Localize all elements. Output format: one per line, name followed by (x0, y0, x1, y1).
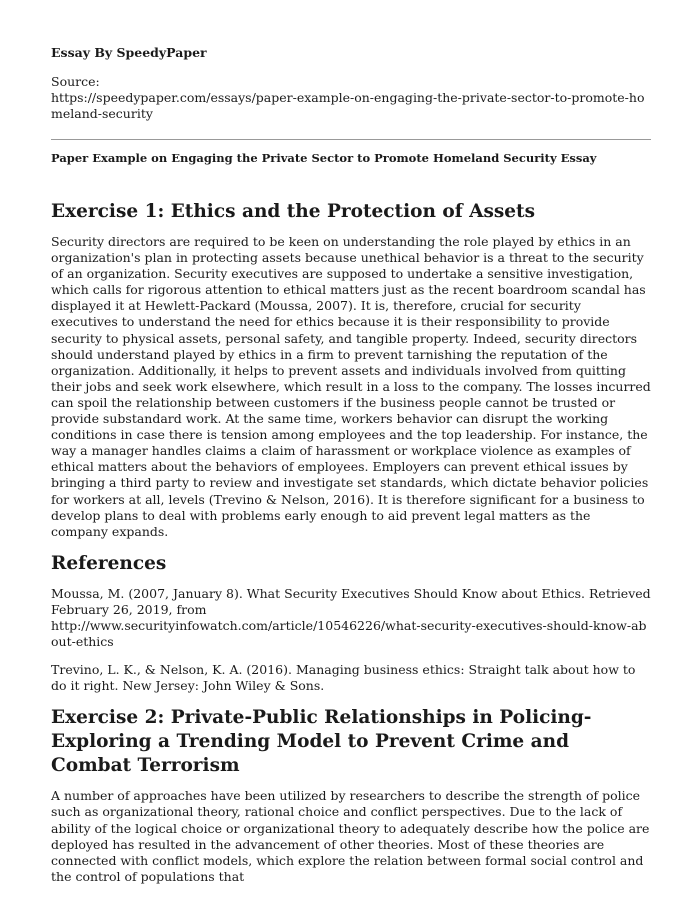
exercise-1-body: Security directors are required to be keen on understanding the role played by ethics in an organization's plan in protecting assets because unethical behavior is a threat to the security of an organization. Security executives are supposed to undertake a sensitive investigation, which calls for rigorous attention to ethical matters just as the recent boardroom scandal has displayed it at Hewlett-Packard (Moussa, 2007). It is, therefore, crucial for security executives to understand the need for ethics because it is their responsibility to provide security to physical assets, personal safety, and tangible property. Indeed, security directors should understand played by ethics in a firm to prevent tarnishing the reputation of the organization. Additionally, it helps to prevent assets and individuals involved from quitting their jobs and seek work elsewhere, which result in a loss to the company. The losses incurred can spoil the relationship between customers if the business people cannot be trusted or provide substandard work. At the same time, workers behavior can disrupt the working conditions in case there is tension among employees and the top leadership. For instance, the way a manager handles claims a claim of harassment or workplace violence as examples of ethical matters about the behaviors of employees. Employers can prevent ethical issues by bringing a third party to review and investigate set standards, which dictate behavior policies for workers at all, levels (Trevino & Nelson, 2016). It is therefore significant for a business to develop plans to deal with problems early enough to aid prevent legal matters as the company expands. (51, 234, 651, 539)
header-divider (51, 139, 651, 140)
essay-content (51, 200, 651, 897)
reference-item (51, 662, 651, 694)
source-block (51, 74, 651, 122)
document-title: Paper Example on Engaging the Private Sector to Promote Homeland Security Essay (51, 151, 597, 165)
reference-text: Moussa, M. (2007, January 8). What Security Executives Should Know about Ethics. Retrieved February 26, 2019, from (51, 585, 651, 617)
references-heading: References (51, 552, 167, 574)
reference-item (51, 586, 651, 650)
essay-source-title: Essay By SpeedyPaper (51, 45, 207, 60)
exercise-2-heading: Exercise 2: Private-Public Relationships in Policing-Exploring a Trending Model to Prevent Crime and Combat Terrorism (51, 707, 592, 777)
reference-text: Trevino, L. K., & Nelson, K. A. (2016). Managing business ethics: Straight talk about how to do it right. New Jersey: John Wiley & Sons. (51, 662, 636, 694)
reference-url: http://www.securityinfowatch.com/article/10546226/what-security-executives-should-know-about-ethics (51, 617, 647, 650)
exercise-1-heading: Exercise 1: Ethics and the Protection of Assets (51, 201, 536, 222)
source-url: https://speedypaper.com/essays/paper-example-on-engaging-the-private-sector-to-promote-homeland-security (51, 90, 645, 121)
exercise-2-body: A number of approaches have been utilized by researchers to describe the strength of police such as organizational theory, rational choice and conflict perspectives. Due to the lack of ability of the logical choice or organizational theory to adequately describe how the police are deployed has resulted in the advancement of other theories. Most of these theories are connected with conflict models, which explore the relation between formal social control and the control of populations that (51, 788, 650, 884)
source-label: Source: (51, 74, 100, 89)
